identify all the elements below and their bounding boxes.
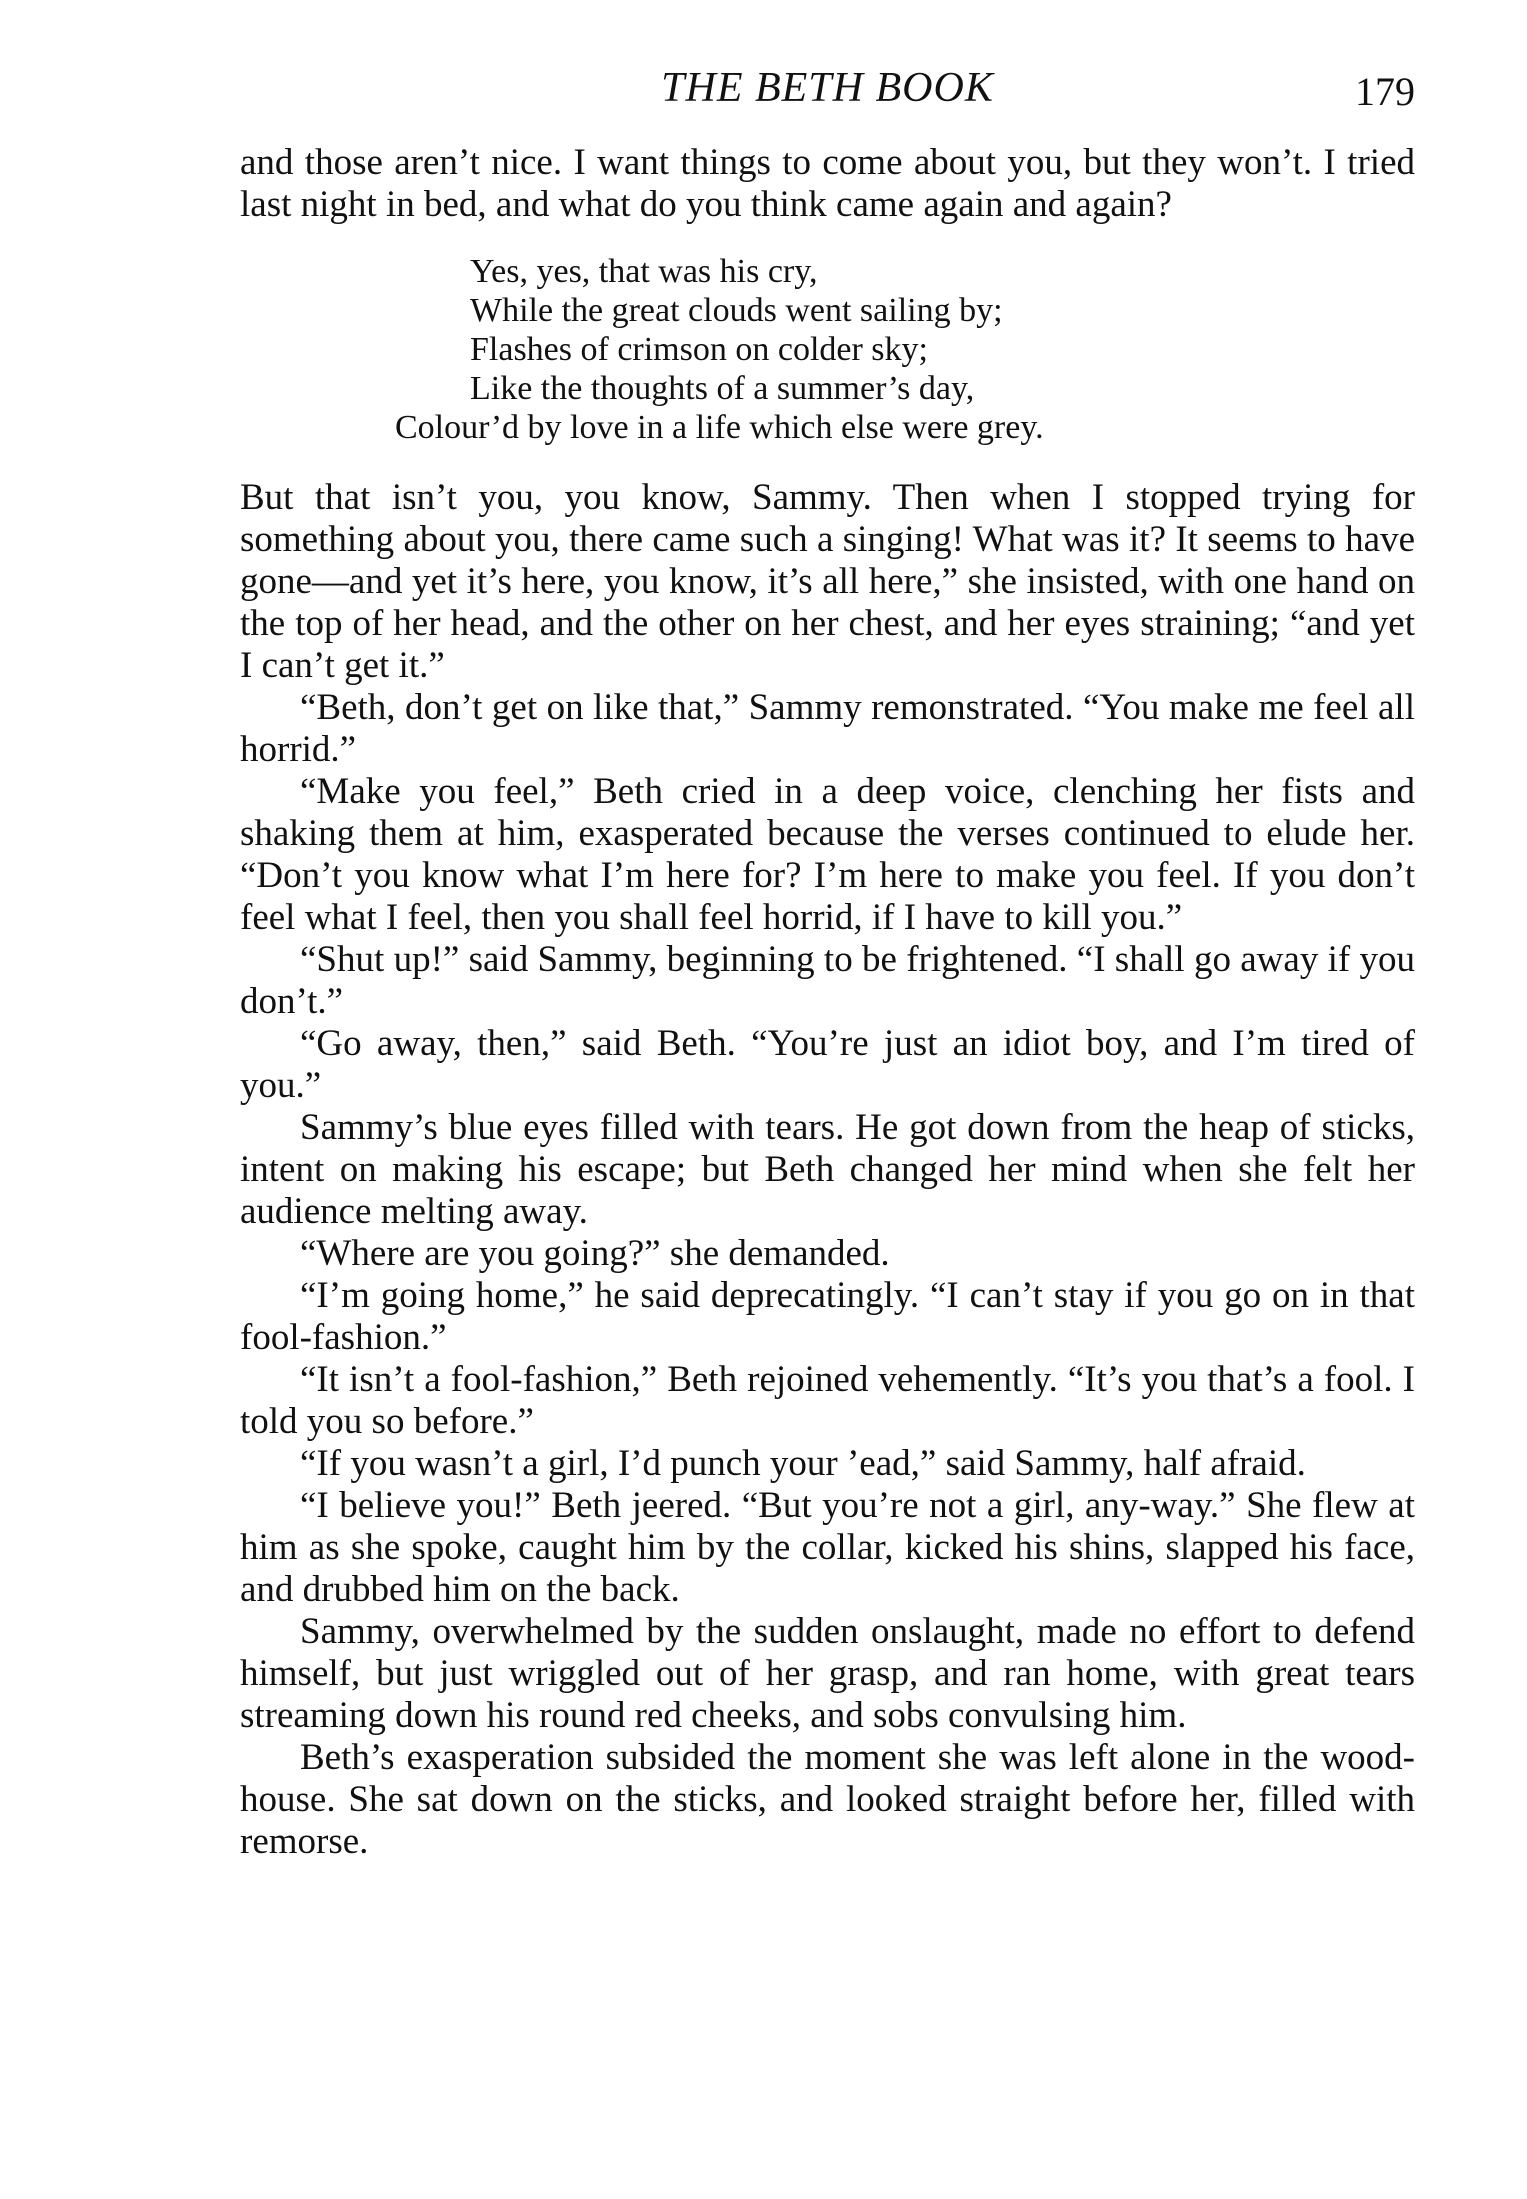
- paragraph: Beth’s exasperation subsided the moment she was left alone in the wood-house. She sat down on the sticks, and looked straight before her, filled with remorse.: [240, 1737, 1415, 1862]
- paragraph: “Make you feel,” Beth cried in a deep voice, clenching her fists and shaking them at him, exasperated because the verses continued to elude her. “Don’t you know what I’m here for? I’m here to make you feel. If you don’t feel what I feel, then you shall feel horrid, if I have to kill you.”: [240, 771, 1415, 938]
- paragraph: “I’m going home,” he said deprecatingly. “I can’t stay if you go on in that fool-fashion.”: [240, 1275, 1415, 1358]
- paragraph: Sammy, overwhelmed by the sudden onslaught, made no effort to defend himself, but just wriggled out of her grasp, and ran home, with great tears streaming down his round red cheeks, and sobs convulsing him.: [240, 1611, 1415, 1736]
- running-title: THE BETH BOOK: [661, 65, 994, 111]
- paragraph: “Beth, don’t get on like that,” Sammy remonstrated. “You make me feel all horrid.”: [240, 687, 1415, 770]
- verse-line: Like the thoughts of a summer’s day,: [470, 370, 975, 407]
- paragraph: “Shut up!” said Sammy, beginning to be frightened. “I shall go away if you don’t.”: [240, 939, 1415, 1022]
- paragraph: But that isn’t you, you know, Sammy. Then when I stopped trying for something about you, there came such a singing! What was it? It seems to have gone—and yet it’s here, you know, it’s all here,” she insisted, with one hand on the top of her head, and the other on her chest, and her eyes straining; “and yet I can’t get it.”: [240, 477, 1415, 686]
- verse-block: [240, 252, 1415, 447]
- verse-line: Flashes of crimson on colder sky;: [470, 331, 928, 368]
- paragraph: Sammy’s blue eyes filled with tears. He got down from the heap of sticks, intent on making his escape; but Beth changed her mind when she felt her audience melting away.: [240, 1107, 1415, 1232]
- body-text: [240, 142, 1415, 1863]
- opening-paragraph: and those aren’t nice. I want things to come about you, but they won’t. I tried last night in bed, and what do you think came again and again?: [240, 142, 1415, 225]
- paragraph: “Where are you going?” she demanded.: [300, 1233, 890, 1274]
- paragraph: “It isn’t a fool-fashion,” Beth rejoined vehemently. “It’s you that’s a fool. I told you so before.”: [240, 1359, 1415, 1442]
- paragraph: “If you wasn’t a girl, I’d punch your ’ead,” said Sammy, half afraid.: [300, 1443, 1306, 1484]
- paragraph: “I believe you!” Beth jeered. “But you’re not a girl, any-way.” She flew at him as she spoke, caught him by the collar, kicked his shins, slapped his face, and drubbed him on the back.: [240, 1485, 1415, 1610]
- verse-line: Colour’d by love in a life which else were grey.: [395, 409, 1044, 446]
- verse-line: While the great clouds went sailing by;: [470, 292, 1003, 329]
- page-header: [240, 58, 1415, 118]
- verse-line: Yes, yes, that was his cry,: [470, 253, 818, 290]
- page-number: 179: [1355, 69, 1415, 114]
- paragraph: “Go away, then,” said Beth. “You’re just an idiot boy, and I’m tired of you.”: [240, 1023, 1415, 1106]
